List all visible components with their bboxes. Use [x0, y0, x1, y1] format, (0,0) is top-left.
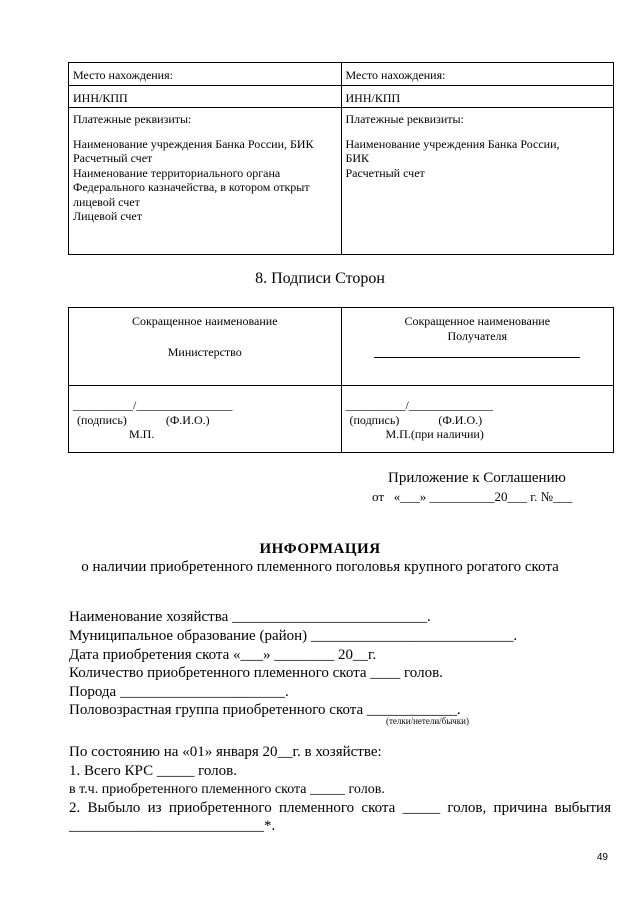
right-payment-cell [341, 108, 614, 255]
right-location: Место нахождения: [341, 63, 614, 86]
info-subtitle: о наличии приобретенного племенного поголовья крупного рогатого скота [81, 559, 559, 575]
total-line: 1. Всего КРС _____ голов. [69, 763, 237, 779]
right-org-name: Получателя [447, 328, 508, 343]
left-location: Место нахождения: [69, 63, 342, 86]
left-stamp: М.П. [129, 427, 155, 441]
left-payment-line: Федерального казначейства, в котором открыт [73, 180, 310, 194]
right-payment-title: Платежные реквизиты: [345, 112, 464, 126]
retired-line: 2. Выбыло из приобретенного племенного скота _____ голов, причина выбытия [69, 800, 611, 816]
left-signature-cell [69, 386, 342, 453]
left-party-cell [69, 308, 342, 386]
farm-name-line: Наименование хозяйства __________________________. [69, 609, 431, 625]
retired-cont-line: __________________________*. [69, 818, 276, 834]
left-payment-title: Платежные реквизиты: [73, 112, 192, 126]
left-payment-line: Наименование учреждения Банка России, БИК [73, 136, 314, 151]
right-payment-line: Наименование учреждения Банка России, [345, 136, 560, 151]
sex-age-group-line: Половозрастная группа приобретенного скота ____________. [69, 702, 461, 718]
left-payment-cell [69, 108, 342, 255]
left-org-name: Министерство [167, 344, 242, 359]
appendix-date-line: от «___» __________20___ г. №___ [372, 489, 573, 504]
right-sign-line: __________/______________ [345, 398, 493, 412]
appendix-title: Приложение к Соглашению [388, 470, 566, 486]
right-payment-line: БИК [345, 151, 370, 165]
left-inn: ИНН/КПП [69, 85, 342, 108]
right-inn: ИНН/КПП [341, 85, 614, 108]
left-short-name: Сокращенное наименование [131, 314, 278, 328]
left-payment-line: Наименование территориального органа [73, 165, 281, 180]
recipient-name-line [374, 351, 580, 358]
right-payment-line: Расчетный счет [345, 165, 425, 180]
right-sign-caption: (подпись) (Ф.И.О.) [349, 412, 483, 427]
right-short-name: Сокращенное наименование [404, 314, 551, 328]
as-of-line: По состоянию на «01» января 20__г. в хозяйстве: [69, 744, 382, 760]
left-payment-line: Расчетный счет [73, 151, 153, 165]
right-party-cell [341, 308, 614, 386]
requisites-table [68, 62, 614, 255]
quantity-line: Количество приобретенного племенного скота ____ голов. [69, 665, 443, 681]
right-stamp: М.П.(при наличии) [385, 427, 484, 441]
page-number: 49 [596, 852, 608, 863]
breed-line: Порода ______________________. [69, 684, 289, 700]
section-heading: 8. Подписи Сторон [255, 270, 385, 287]
left-payment-line: Лицевой счет [73, 209, 143, 223]
municipality-line: Муниципальное образование (район) ___________________________. [69, 628, 518, 644]
purchase-date-line: Дата приобретения скота «___» ________ 20__г. [69, 647, 377, 663]
signatures-table [68, 307, 614, 453]
left-sign-line: __________/________________ [73, 398, 233, 412]
incl-line: в т.ч. приобретенного племенного скота _____ голов. [69, 782, 385, 797]
info-title: ИНФОРМАЦИЯ [259, 541, 381, 557]
left-payment-line: лицевой счет [73, 194, 140, 209]
left-sign-caption: (подпись) (Ф.И.О.) [77, 412, 210, 427]
right-signature-cell [341, 386, 614, 453]
sex-age-hint: (телки/нетели/бычки) [386, 716, 469, 726]
